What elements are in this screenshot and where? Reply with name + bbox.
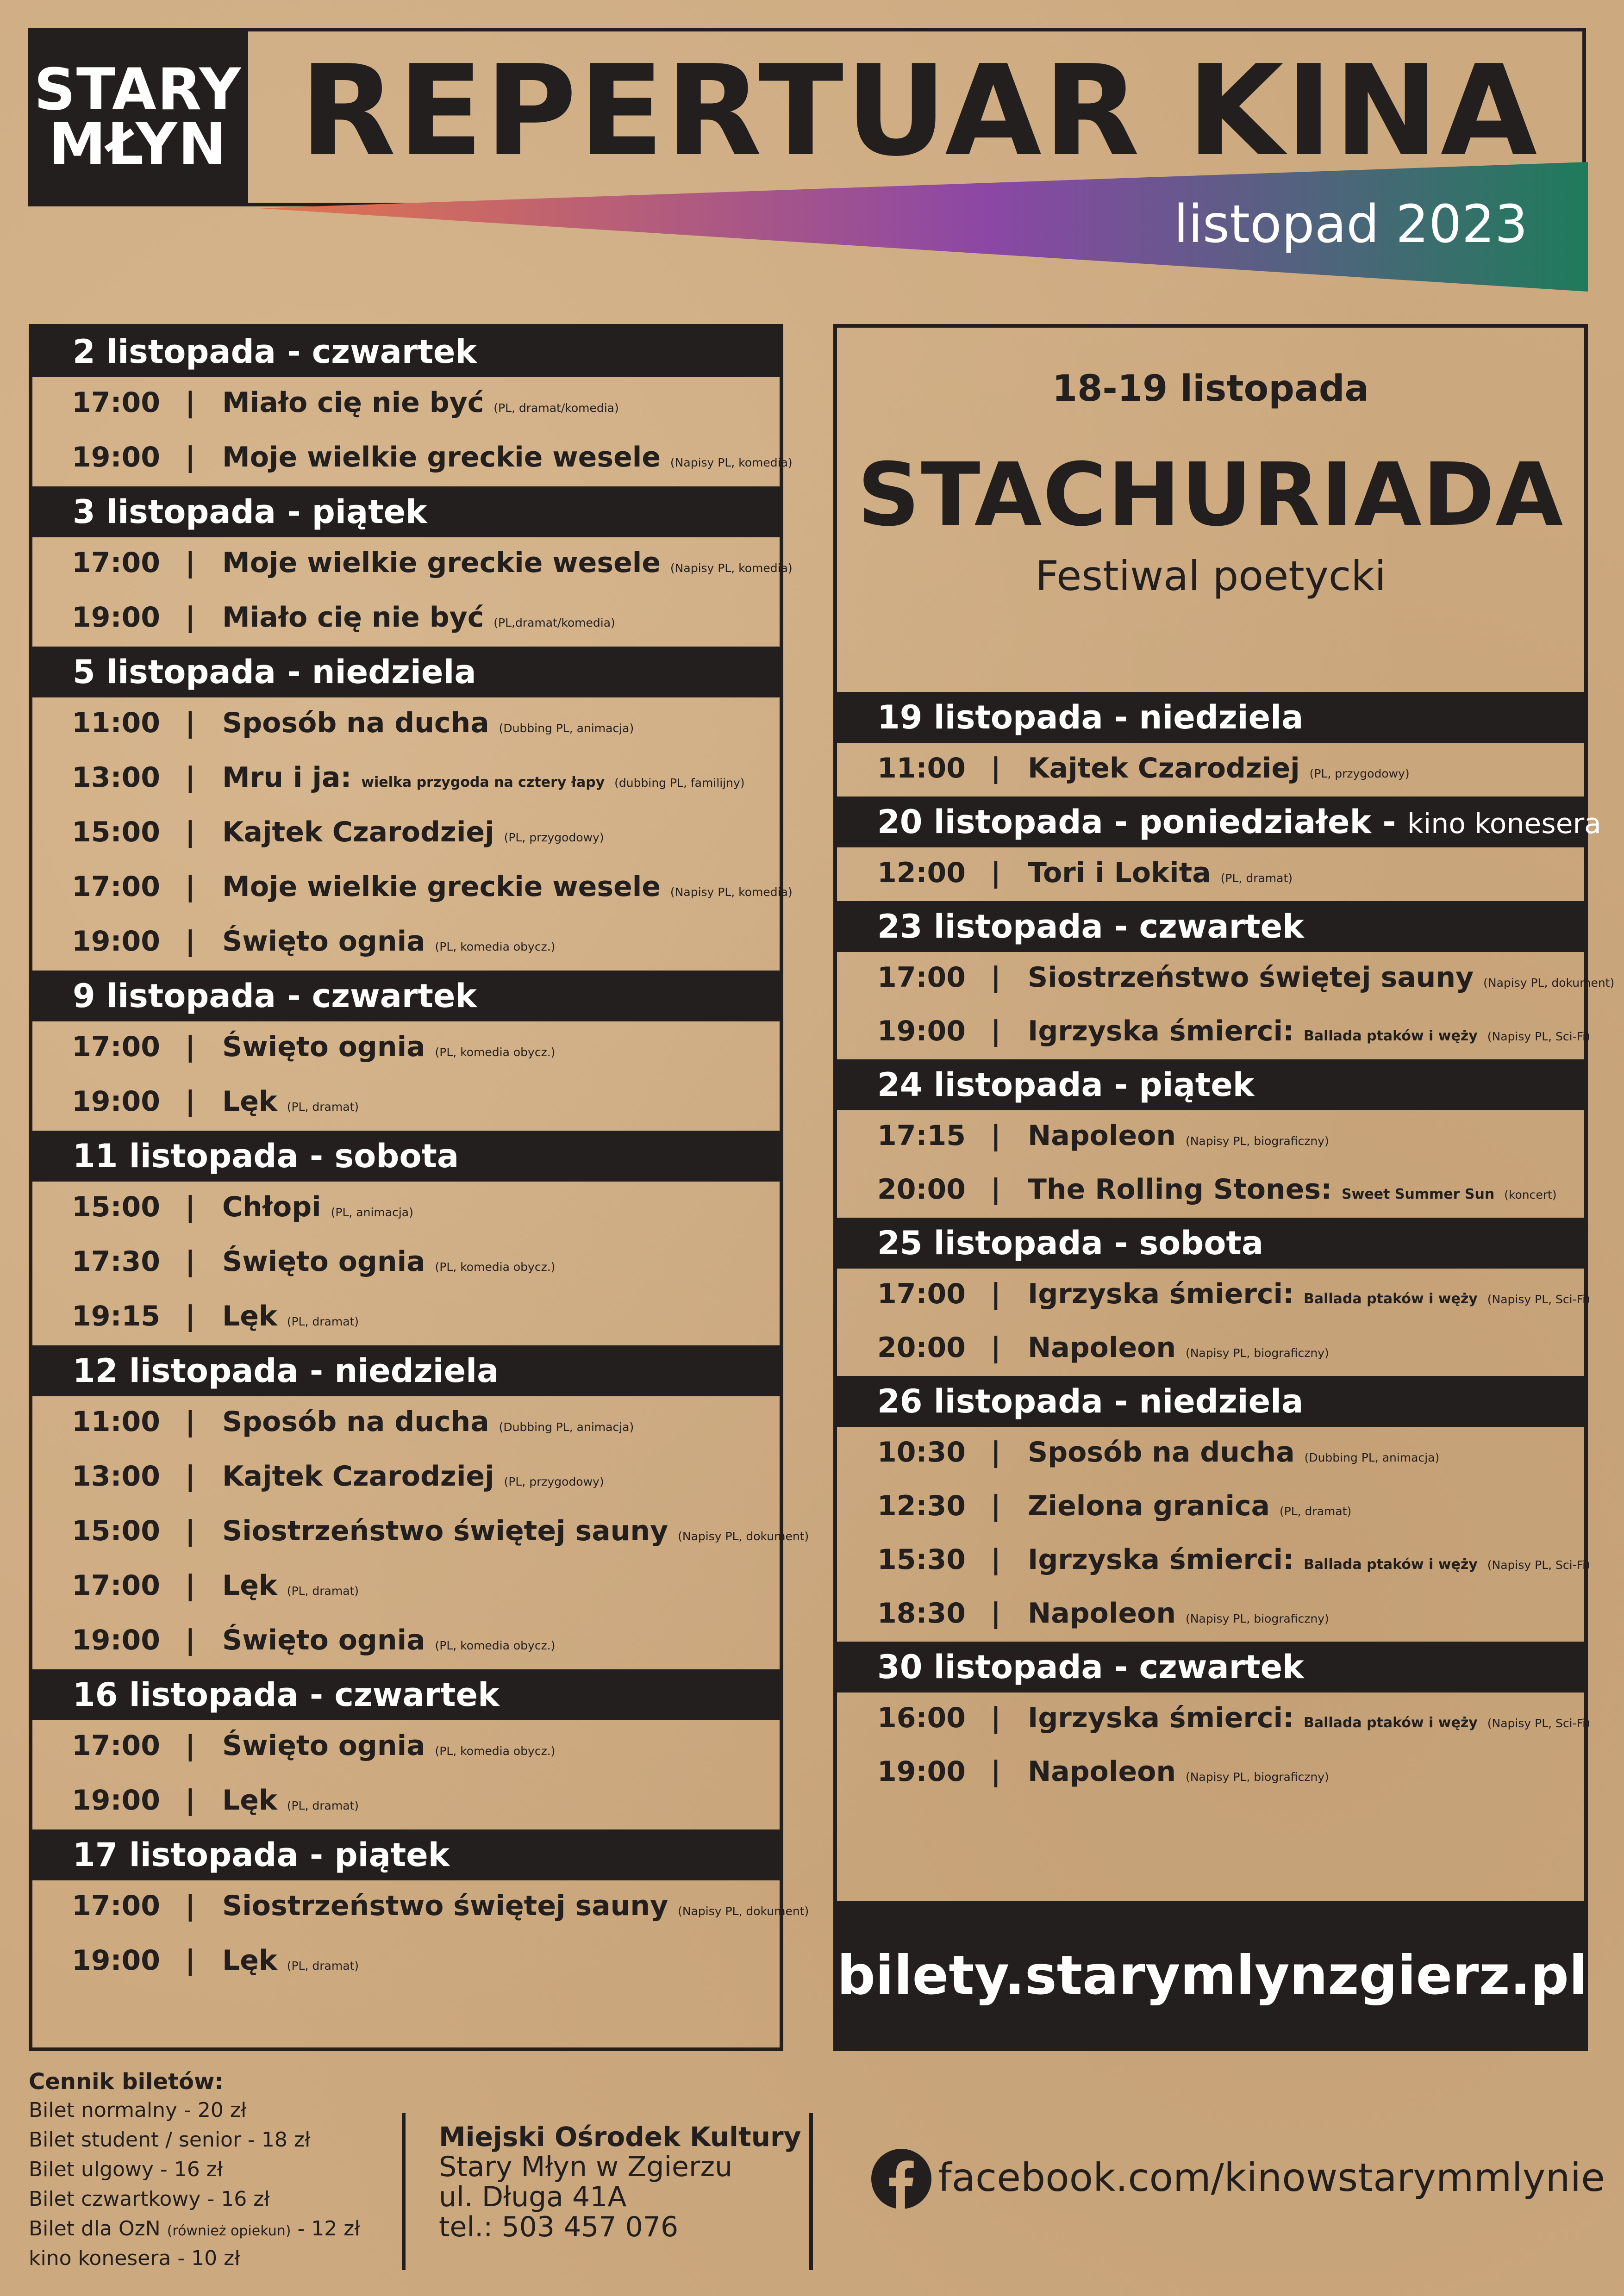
separator: |: [991, 1702, 1001, 1734]
screening-time: 17:15: [877, 1120, 966, 1152]
movie-note: (Napisy PL, biograficzny): [1185, 1612, 1329, 1625]
separator: |: [185, 1944, 195, 1977]
movie-title: Sposób na ducha: [222, 707, 489, 739]
screening-title: [1028, 1588, 1329, 1644]
screening-title: [222, 1935, 359, 1991]
separator: |: [185, 707, 195, 739]
movie-subtitle: Ballada ptaków i węży: [1304, 1556, 1478, 1573]
movie-note: (PL, komedia obycz.): [435, 1045, 556, 1059]
day-label: 16 listopada - czwartek: [73, 1676, 500, 1714]
movie-note: (Napisy PL, biograficzny): [1185, 1770, 1329, 1784]
price-label: Bilet ulgowy - 16 zł: [29, 2158, 223, 2181]
screening-time: 15:30: [877, 1543, 966, 1576]
separator: |: [991, 752, 1001, 784]
screening-time: 19:00: [72, 1085, 160, 1118]
day-label: 24 listopada - piątek: [877, 1066, 1255, 1104]
movie-note: (PL, dramat): [1279, 1505, 1352, 1518]
screening-title: [222, 1291, 359, 1347]
separator: |: [185, 871, 195, 903]
separator: |: [991, 1173, 1001, 1206]
day-label: 23 listopada - czwartek: [877, 908, 1304, 946]
movie-title: Święto ognia: [222, 925, 425, 958]
screening-title: [1028, 1427, 1439, 1483]
day-label: 20 listopada - poniedziałek -: [877, 803, 1396, 841]
movie-title: Tori i Lokita: [1028, 857, 1211, 889]
screening-time: 17:30: [72, 1245, 160, 1278]
day-label: 12 listopada - niedziela: [73, 1352, 499, 1390]
price-note: (również opiekun): [167, 2223, 291, 2239]
screening-title: [222, 1182, 413, 1238]
movie-note: (PL, przygodowy): [504, 1475, 604, 1488]
movie-subtitle: Ballada ptaków i węży: [1304, 1291, 1478, 1307]
price-value: - 12 zł: [297, 2217, 360, 2240]
screening-time: 11:00: [72, 707, 160, 739]
movie-title: Moje wielkie greckie wesele: [222, 871, 661, 903]
screening-time: 18:30: [877, 1597, 966, 1630]
movie-note: (Napisy PL, biograficzny): [1185, 1134, 1329, 1148]
screening-title: [222, 1880, 809, 1937]
movie-title: Miało cię nie być: [222, 386, 484, 419]
price-item: [29, 2156, 223, 2184]
separator: |: [991, 1278, 1001, 1310]
screening-time: 15:00: [72, 816, 160, 848]
screening-title: [1028, 743, 1410, 799]
movie-subtitle: wielka przygoda na cztery łapy: [361, 774, 605, 790]
screening-title: [222, 1236, 555, 1293]
price-item: [29, 2215, 360, 2245]
price-item: [29, 2185, 270, 2213]
screening-title: [222, 916, 555, 972]
separator: |: [991, 1490, 1001, 1522]
screening-time: 20:00: [877, 1173, 966, 1206]
separator: |: [185, 1191, 195, 1223]
organizer-line2: Stary Młyn w Zgierzu: [439, 2151, 733, 2183]
organizer-phone: tel.: 503 457 076: [439, 2211, 679, 2243]
screening-title: [222, 861, 793, 918]
day-header: [833, 1218, 1588, 1269]
screening-title: [1028, 1006, 1590, 1062]
screening-time: 20:00: [877, 1332, 966, 1364]
facebook-icon[interactable]: [871, 2149, 931, 2209]
separator: |: [185, 386, 195, 419]
movie-note: (Napisy PL, komedia): [670, 561, 793, 575]
screening-time: 13:00: [72, 1460, 160, 1493]
day-label-suffix: kino konesera: [1407, 808, 1601, 840]
screening-time: 15:00: [72, 1191, 160, 1223]
movie-title: Święto ognia: [222, 1624, 425, 1656]
festival-name: STACHURIADA: [857, 444, 1564, 546]
separator: |: [185, 1890, 195, 1922]
separator: |: [185, 547, 195, 579]
day-label: 9 listopada - czwartek: [73, 977, 477, 1015]
separator: |: [185, 1569, 195, 1602]
screening-title: [222, 1021, 555, 1078]
festival-subtitle: Festiwal poetycki: [1035, 552, 1386, 600]
movie-note: (Napisy PL, biograficzny): [1185, 1346, 1329, 1360]
separator: |: [185, 1085, 195, 1118]
screening-title: [222, 1396, 634, 1453]
movie-note: (Napisy PL, Sci-Fi): [1487, 1030, 1590, 1043]
screening-time: 19:00: [72, 925, 160, 958]
separator: |: [991, 1332, 1001, 1364]
movie-note: (Napisy PL, Sci-Fi): [1487, 1717, 1590, 1730]
movie-title: Miało cię nie być: [222, 601, 484, 634]
movie-title: Siostrzeństwo świętej sauny: [1028, 961, 1474, 994]
separator: |: [185, 1460, 195, 1493]
movie-title: Mru i ja:: [222, 761, 352, 794]
movie-note: (Napisy PL, Sci-Fi): [1487, 1558, 1590, 1572]
screening-time: 17:00: [877, 1278, 966, 1310]
screening-title: [1028, 1746, 1329, 1803]
movie-title: Zielona granica: [1028, 1490, 1270, 1522]
day-header: [29, 1829, 783, 1880]
movie-note: (PL, dramat): [287, 1584, 359, 1598]
screening-title: [222, 537, 793, 594]
screening-time: 12:30: [877, 1490, 966, 1522]
movie-title: Moje wielkie greckie wesele: [222, 547, 661, 579]
movie-title: Siostrzeństwo świętej sauny: [222, 1515, 668, 1547]
logo-line-2: MŁYN: [49, 111, 227, 178]
movie-note: (Napisy PL, Sci-Fi): [1487, 1293, 1590, 1306]
movie-note: (Napisy PL, komedia): [670, 456, 793, 469]
movie-note: (koncert): [1504, 1188, 1557, 1201]
separator: |: [991, 1543, 1001, 1576]
separator: |: [185, 816, 195, 848]
screening-time: 17:00: [877, 961, 966, 994]
movie-title: Kajtek Czarodziej: [222, 816, 494, 848]
movie-note: (Napisy PL, komedia): [670, 885, 793, 899]
movie-title: Sposób na ducha: [1028, 1436, 1295, 1468]
movie-title: Igrzyska śmierci:: [1028, 1015, 1294, 1047]
screening-title: [222, 377, 619, 434]
separator: |: [185, 1031, 195, 1063]
screening-time: 17:00: [72, 1730, 160, 1762]
movie-note: (Napisy PL, dokument): [1483, 976, 1615, 989]
day-label: 26 listopada - niedziela: [877, 1382, 1304, 1420]
screening-title: [222, 1615, 555, 1671]
day-header: [833, 692, 1588, 743]
movie-title: Sposób na ducha: [222, 1406, 489, 1438]
movie-note: (PL, dramat): [287, 1799, 359, 1812]
day-header: [29, 647, 783, 697]
day-label: 17 listopada - piątek: [73, 1836, 450, 1874]
day-label: 19 listopada - niedziela: [877, 698, 1304, 736]
day-header: [29, 326, 783, 377]
separator: |: [991, 961, 1001, 994]
movie-note: (Dubbing PL, animacja): [499, 1420, 634, 1434]
movie-note: (Napisy PL, dokument): [678, 1530, 809, 1543]
movie-title: Moje wielkie greckie wesele: [222, 441, 661, 473]
screening-title: [1028, 1322, 1329, 1379]
separator: |: [185, 1515, 195, 1547]
price-label: kino konesera - 10 zł: [29, 2246, 240, 2270]
screening-time: 19:00: [877, 1015, 966, 1047]
separator: |: [185, 601, 195, 634]
movie-title: Lęk: [222, 1300, 277, 1332]
price-label: Bilet student / senior - 18 zł: [29, 2128, 311, 2152]
screening-time: 17:00: [72, 1890, 160, 1922]
movie-title: Igrzyska śmierci:: [1028, 1543, 1294, 1576]
day-header: [29, 1345, 783, 1396]
movie-title: Święto ognia: [222, 1730, 425, 1762]
day-header: [29, 486, 783, 537]
price-label: Bilet czwartkowy - 16 zł: [29, 2187, 270, 2211]
movie-note: (PL, przygodowy): [1309, 767, 1410, 780]
movie-title: Kajtek Czarodziej: [222, 1460, 494, 1493]
screening-title: [222, 1720, 555, 1777]
divider: [809, 2113, 813, 2270]
movie-note: (Dubbing PL, animacja): [499, 722, 634, 735]
screening-title: [222, 1775, 359, 1831]
separator: |: [185, 1784, 195, 1817]
screening-title: [1028, 1481, 1351, 1537]
separator: |: [185, 761, 195, 794]
movie-title: Święto ognia: [222, 1031, 425, 1063]
separator: |: [991, 1015, 1001, 1047]
facebook-link[interactable]: facebook.com/kinowstarymmlynie: [938, 2155, 1605, 2200]
organizer-address: ul. Długa 41A: [439, 2181, 627, 2213]
day-header: [29, 1131, 783, 1182]
screening-title: [1028, 847, 1293, 904]
price-item: [29, 2126, 310, 2154]
movie-title: Lęk: [222, 1784, 277, 1817]
screening-title: [1028, 1110, 1329, 1167]
movie-note: (PL, komedia obycz.): [435, 1260, 556, 1274]
day-header: [833, 1059, 1588, 1110]
movie-note: (PL,dramat/komedia): [493, 616, 615, 629]
organizer-name: Miejski Ośrodek Kultury: [439, 2121, 801, 2153]
screening-time: 11:00: [72, 1406, 160, 1438]
screening-title: [222, 697, 634, 754]
price-label: Bilet normalny - 20 zł: [29, 2098, 247, 2122]
movie-title: Napoleon: [1028, 1597, 1176, 1630]
day-header: [833, 1642, 1588, 1692]
screening-title: [1028, 1164, 1557, 1220]
movie-note: (PL, przygodowy): [504, 831, 604, 844]
separator: |: [991, 857, 1001, 889]
movie-note: (PL, komedia obycz.): [435, 1744, 556, 1758]
movie-note: (PL, animacja): [331, 1206, 413, 1219]
screening-time: 15:00: [72, 1515, 160, 1547]
screening-time: 19:15: [72, 1300, 160, 1332]
screening-title: [222, 752, 745, 809]
movie-subtitle: Ballada ptaków i węży: [1304, 1028, 1478, 1044]
screening-time: 19:00: [72, 1624, 160, 1656]
price-list-title: Cennik biletów:: [29, 2069, 224, 2095]
movie-note: (PL, dramat): [1220, 871, 1293, 885]
screening-title: [222, 1506, 809, 1562]
movie-title: Napoleon: [1028, 1755, 1176, 1788]
separator: |: [185, 441, 195, 473]
screening-time: 19:00: [72, 1944, 160, 1977]
movie-title: Napoleon: [1028, 1332, 1176, 1364]
movie-note: (PL, dramat): [287, 1100, 359, 1114]
day-label: 30 listopada - czwartek: [877, 1648, 1304, 1686]
price-item: [29, 2097, 246, 2124]
separator: |: [185, 925, 195, 958]
screening-time: 11:00: [877, 752, 966, 784]
price-item: [29, 2245, 240, 2272]
separator: |: [185, 1406, 195, 1438]
screening-title: [1028, 1534, 1590, 1591]
screening-time: 10:30: [877, 1436, 966, 1468]
movie-title: Napoleon: [1028, 1120, 1176, 1152]
screening-title: [222, 807, 604, 863]
screening-time: 13:00: [72, 761, 160, 794]
separator: |: [185, 1300, 195, 1332]
screening-title: [222, 1076, 359, 1132]
screening-time: 12:00: [877, 857, 966, 889]
tickets-link[interactable]: bilety.starymlynzgierz.pl: [837, 1901, 1584, 2050]
movie-note: (PL, dramat): [287, 1959, 359, 1972]
movie-title: Igrzyska śmierci:: [1028, 1702, 1294, 1734]
day-label: 3 listopada - piątek: [73, 493, 427, 531]
divider: [402, 2113, 406, 2270]
day-header: [833, 1376, 1588, 1427]
price-label: Bilet dla OzN: [29, 2217, 161, 2240]
day-label: 25 listopada - sobota: [877, 1224, 1264, 1262]
logo-line-1: STARY: [34, 56, 242, 123]
screening-title: [222, 1560, 359, 1617]
day-label: 11 listopada - sobota: [73, 1137, 459, 1175]
movie-title: Święto ognia: [222, 1245, 425, 1278]
movie-title: Lęk: [222, 1085, 277, 1118]
screening-time: 19:00: [72, 1784, 160, 1817]
month-label: listopad 2023: [1174, 194, 1528, 255]
movie-subtitle: Sweet Summer Sun: [1342, 1186, 1495, 1202]
movie-title: Chłopi: [222, 1191, 321, 1223]
movie-title: Siostrzeństwo świętej sauny: [222, 1890, 668, 1922]
screening-time: 17:00: [72, 1031, 160, 1063]
stary-mlyn-logo: [28, 28, 248, 206]
screening-title: [222, 1451, 604, 1507]
movie-title: Kajtek Czarodziej: [1028, 752, 1300, 784]
screening-time: 19:00: [72, 441, 160, 473]
screening-time: 19:00: [877, 1755, 966, 1788]
screening-title: [1028, 952, 1614, 1008]
movie-subtitle: Ballada ptaków i węży: [1304, 1715, 1478, 1731]
day-header: [833, 901, 1588, 952]
separator: |: [991, 1597, 1001, 1630]
movie-note: (PL, dramat/komedia): [493, 401, 619, 415]
day-header: [29, 1669, 783, 1720]
screening-time: 17:00: [72, 871, 160, 903]
movie-title: Lęk: [222, 1944, 277, 1977]
page-title: REPERTUAR KINA: [300, 38, 1539, 184]
day-header: [833, 796, 1601, 847]
separator: |: [185, 1730, 195, 1762]
screening-title: [222, 592, 615, 648]
separator: |: [185, 1624, 195, 1656]
festival-date: 18-19 listopada: [1052, 368, 1369, 410]
screening-time: 17:00: [72, 386, 160, 419]
movie-note: (PL, komedia obycz.): [435, 1639, 556, 1652]
separator: |: [991, 1120, 1001, 1152]
day-label: 5 listopada - niedziela: [73, 653, 476, 691]
screening-title: [222, 432, 793, 488]
screening-time: 19:00: [72, 601, 160, 634]
movie-note: (PL, komedia obycz.): [435, 940, 556, 953]
movie-note: (dubbing PL, familijny): [614, 776, 745, 790]
screening-time: 16:00: [877, 1702, 966, 1734]
movie-note: (Dubbing PL, animacja): [1304, 1451, 1440, 1464]
day-header: [29, 971, 783, 1021]
separator: |: [185, 1245, 195, 1278]
movie-title: The Rolling Stones:: [1028, 1173, 1332, 1206]
movie-note: (PL, dramat): [287, 1315, 359, 1328]
movie-title: Lęk: [222, 1569, 277, 1602]
separator: |: [991, 1755, 1001, 1788]
separator: |: [991, 1436, 1001, 1468]
screening-time: 17:00: [72, 547, 160, 579]
movie-note: (Napisy PL, dokument): [678, 1904, 809, 1918]
screening-title: [1028, 1692, 1590, 1749]
movie-title: Igrzyska śmierci:: [1028, 1278, 1294, 1310]
screening-title: [1028, 1269, 1590, 1325]
screening-time: 17:00: [72, 1569, 160, 1602]
day-label: 2 listopada - czwartek: [73, 333, 477, 371]
